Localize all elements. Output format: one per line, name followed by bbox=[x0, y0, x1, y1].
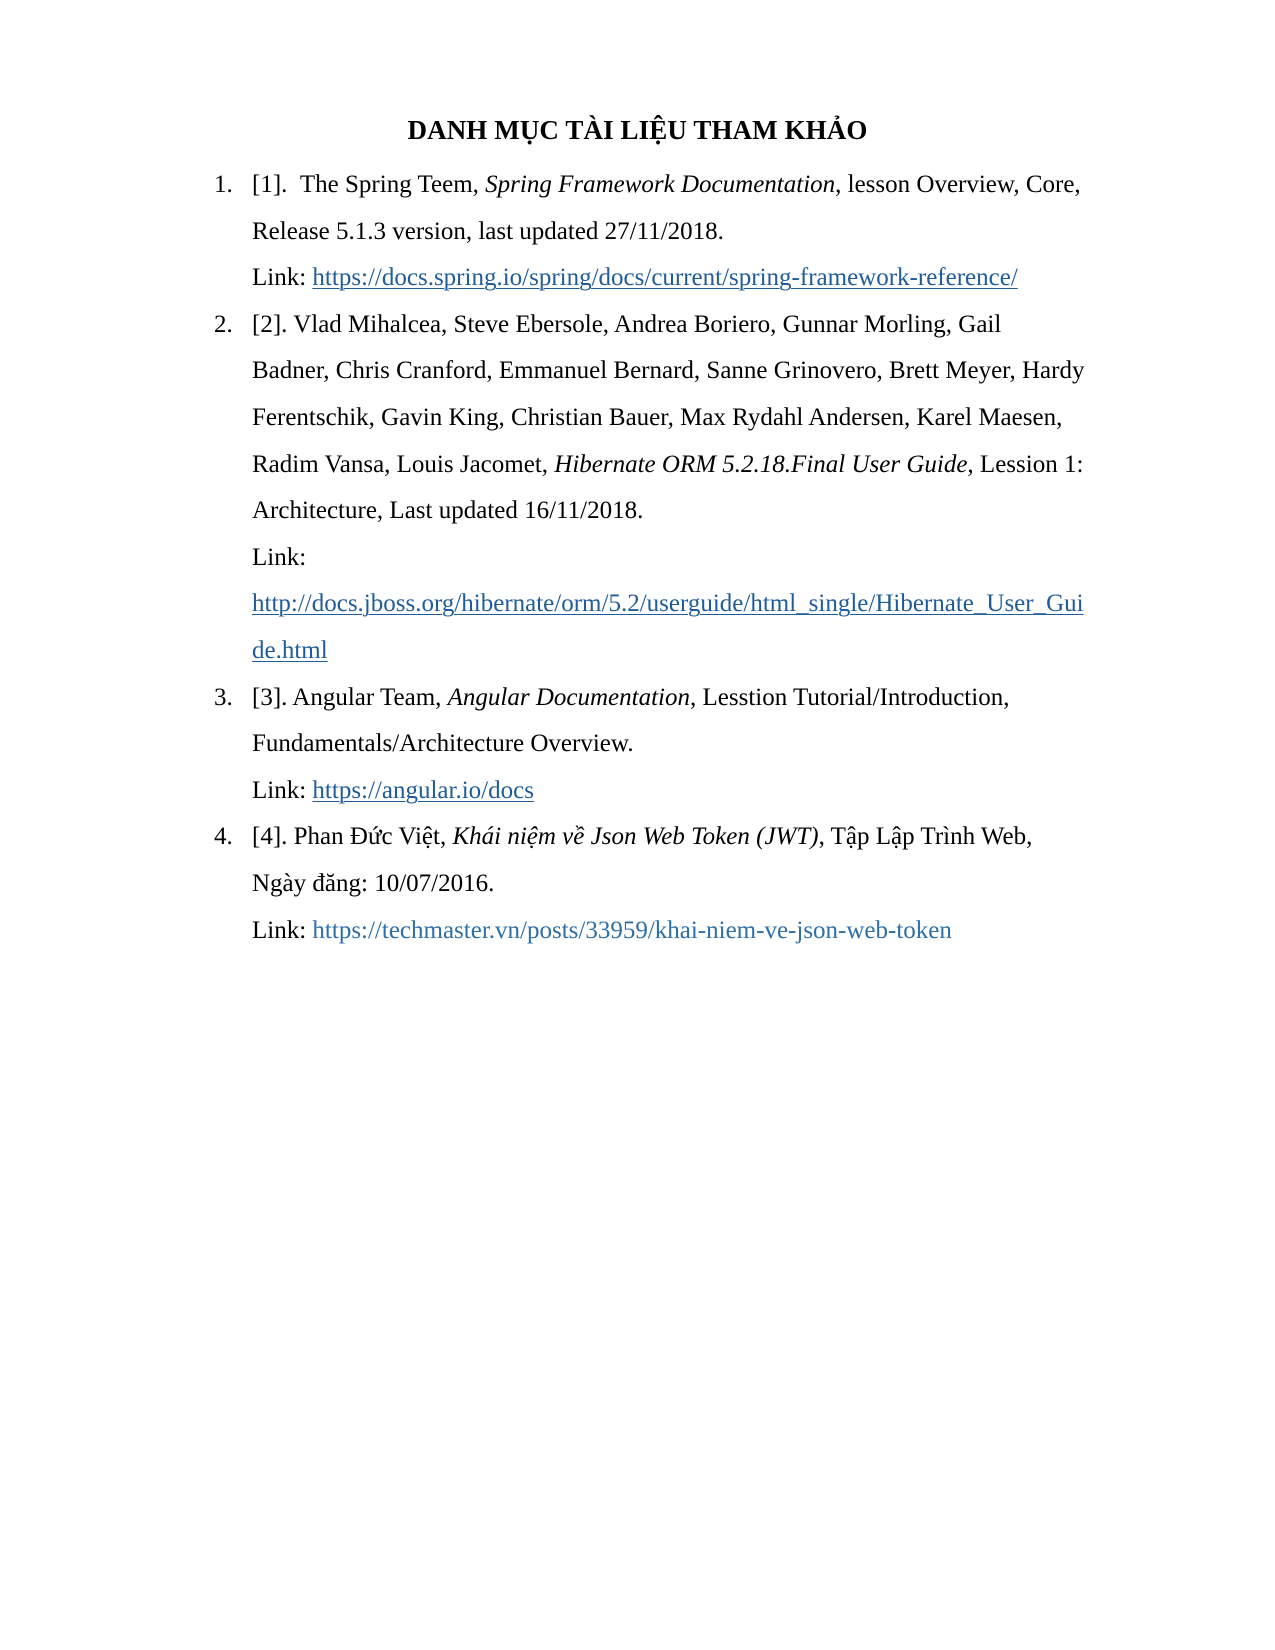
reference-line: Ferentschik, Gavin King, Christian Bauer, Max Rydahl Andersen, Karel Maesen, bbox=[252, 403, 1063, 431]
page-title: DANH MỤC TÀI LIỆU THAM KHẢO bbox=[407, 115, 868, 145]
reference-item-1 bbox=[0, 162, 1154, 302]
reference-line bbox=[252, 442, 1154, 489]
reference-number: 2. bbox=[214, 310, 233, 338]
reference-item-2 bbox=[0, 302, 1154, 675]
reference-link-line bbox=[252, 581, 1154, 628]
reference-title: Spring Framework Documentation bbox=[485, 171, 836, 198]
reference-text: , lesson Overview, Core, bbox=[835, 171, 1081, 198]
reference-line: Badner, Chris Cranford, Emmanuel Bernard, Sanne Grinovero, Brett Meyer, Hardy bbox=[252, 357, 1085, 385]
reference-author: [4]. Phan Đức Việt, bbox=[252, 823, 447, 851]
link-label: Link: bbox=[252, 264, 307, 292]
reference-number: 4. bbox=[214, 823, 233, 851]
reference-title: Hibernate ORM 5.2.18.Final User Guide bbox=[554, 450, 968, 478]
reference-author: [3]. Angular Team, bbox=[252, 683, 442, 711]
reference-line: Ngày đăng: 10/07/2016. bbox=[252, 869, 495, 897]
reference-link[interactable]: https://docs.spring.io/spring/docs/current/spring-framework-reference/ bbox=[312, 264, 1018, 292]
reference-text: , Tập Lập Trình Web, bbox=[818, 823, 1033, 851]
reference-text: , Lesstion Tutorial/Introduction, bbox=[690, 683, 1010, 711]
reference-number: 1. bbox=[214, 171, 233, 198]
reference-title: Angular Documentation bbox=[447, 683, 690, 711]
reference-title: Khái niệm về Json Web Token (JWT) bbox=[452, 823, 819, 851]
reference-link-line bbox=[252, 255, 1154, 302]
reference-text: Radim Vansa, Louis Jacomet, bbox=[252, 450, 549, 478]
link-label: Link: bbox=[252, 776, 307, 804]
reference-author: The Spring Teem, bbox=[299, 171, 479, 198]
reference-item-4 bbox=[0, 814, 1154, 954]
reference-line: [2]. Vlad Mihalcea, Steve Ebersole, Andrea Boriero, Gunnar Morling, Gail bbox=[252, 310, 1002, 338]
reference-link[interactable]: https://techmaster.vn/posts/33959/khai-niem-ve-json-web-token bbox=[312, 916, 952, 944]
reference-link-continuation[interactable]: de.html bbox=[252, 636, 328, 664]
reference-link[interactable]: http://docs.jboss.org/hibernate/orm/5.2/userguide/html_single/Hibernate_User_Gui bbox=[252, 590, 1084, 618]
reference-link-line bbox=[252, 628, 1154, 675]
reference-link-line bbox=[252, 908, 1154, 955]
reference-line bbox=[252, 675, 1154, 722]
reference-text: , Lession 1: bbox=[967, 450, 1084, 478]
reference-item-3 bbox=[0, 675, 1154, 815]
link-label: Link: bbox=[252, 543, 307, 571]
reference-link[interactable]: https://angular.io/docs bbox=[312, 776, 534, 804]
reference-line bbox=[252, 814, 1154, 861]
reference-line: Architecture, Last updated 16/11/2018. bbox=[252, 497, 644, 525]
reference-tag: [1]. bbox=[252, 171, 288, 198]
reference-list bbox=[0, 162, 1275, 954]
reference-line bbox=[252, 162, 1154, 209]
reference-line: Release 5.1.3 version, last updated 27/11/2018. bbox=[252, 217, 724, 245]
link-label: Link: bbox=[252, 916, 307, 944]
reference-line: Fundamentals/Architecture Overview. bbox=[252, 730, 634, 758]
reference-link-line bbox=[252, 768, 1154, 815]
reference-number: 3. bbox=[214, 683, 233, 711]
